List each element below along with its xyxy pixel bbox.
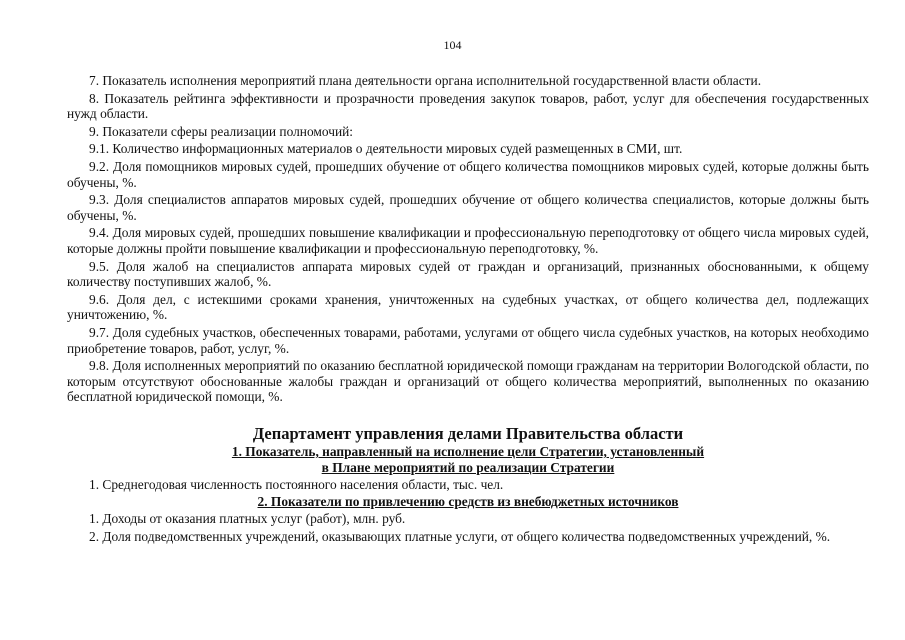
section-2-title: 2. Показатели по привлечению средств из внебюджетных источников — [257, 494, 679, 510]
paragraph-indicator-9-8: 9.8. Доля исполненных мероприятий по оказанию бесплатной юридической помощи гражданам на территории Вологодской области, по которым отсутствуют обоснованные жалобы граждан и организаций от общего количества мероприятий, выполненных по оказанию бесплатной юридической помощи, %. — [67, 358, 869, 405]
section-1-title-line-1: 1. Показатель, направленный на исполнение цели Стратегии, установленный — [231, 443, 705, 459]
paragraph-indicator-9: 9. Показатели сферы реализации полномочий: — [89, 123, 354, 139]
paragraph-indicator-9-3: 9.3. Доля специалистов аппаратов мировых судей, прошедших обучение от общего количества специалистов, которые должны быть обучены, %. — [67, 192, 869, 223]
paragraph-indicator-9-2: 9.2. Доля помощников мировых судей, прошедших обучение от общего количества помощников мировых судей, которые должны быть обучены, %. — [67, 158, 869, 190]
paragraph-indicator-9-7: 9.7. Доля судебных участков, обеспеченных товарами, работами, услугами от общего числа судебных участков, на которых необходимо приобретение товаров, работ, услуг, %. — [67, 324, 869, 356]
paragraph-indicator-9-4: 9.4. Доля мировых судей, прошедших повышение квалификации и профессиональную переподготовку от общего числа мировых судей, которые должны пройти повышение квалификации и профессиональную переподготовку, %. — [67, 225, 869, 256]
department-heading: Департамент управления делами Правительства области — [252, 423, 684, 443]
section-1-title-line-2: в Плане мероприятий по реализации Стратегии — [321, 459, 615, 475]
paragraph-indicator-8: 8. Показатель рейтинга эффективности и прозрачности проведения закупок товаров, работ, услуг для обеспечения государственных нужд области. — [67, 90, 869, 122]
section-2-item-1: 1. Доходы от оказания платных услуг (работ), млн. руб. — [89, 511, 406, 527]
paragraph-indicator-7: 7. Показатель исполнения мероприятий плана деятельности органа исполнительной государственной власти области. — [89, 73, 762, 88]
paragraph-indicator-9-1: 9.1. Количество информационных материалов о деятельности мировых судей размещенных в СМИ, шт. — [89, 141, 683, 157]
section-1-item-1: 1. Среднегодовая численность постоянного населения области, тыс. чел. — [89, 476, 504, 492]
paragraph-indicator-9-5: 9.5. Доля жалоб на специалистов аппарата мировых судей от граждан и организаций, признанных обоснованными, к общему количеству поступивших жалоб, %. — [67, 258, 869, 290]
section-2-item-2: 2. Доля подведомственных учреждений, оказывающих платные услуги, от общего количества подведомственных учреждений, %. — [89, 529, 831, 545]
page-number: 104 — [443, 38, 462, 52]
document-body — [67, 73, 869, 547]
paragraph-indicator-9-6: 9.6. Доля дел, с истекшими сроками хранения, уничтоженных на судебных участках, от общего количества дел, подлежащих уничтожению, %. — [67, 291, 869, 323]
